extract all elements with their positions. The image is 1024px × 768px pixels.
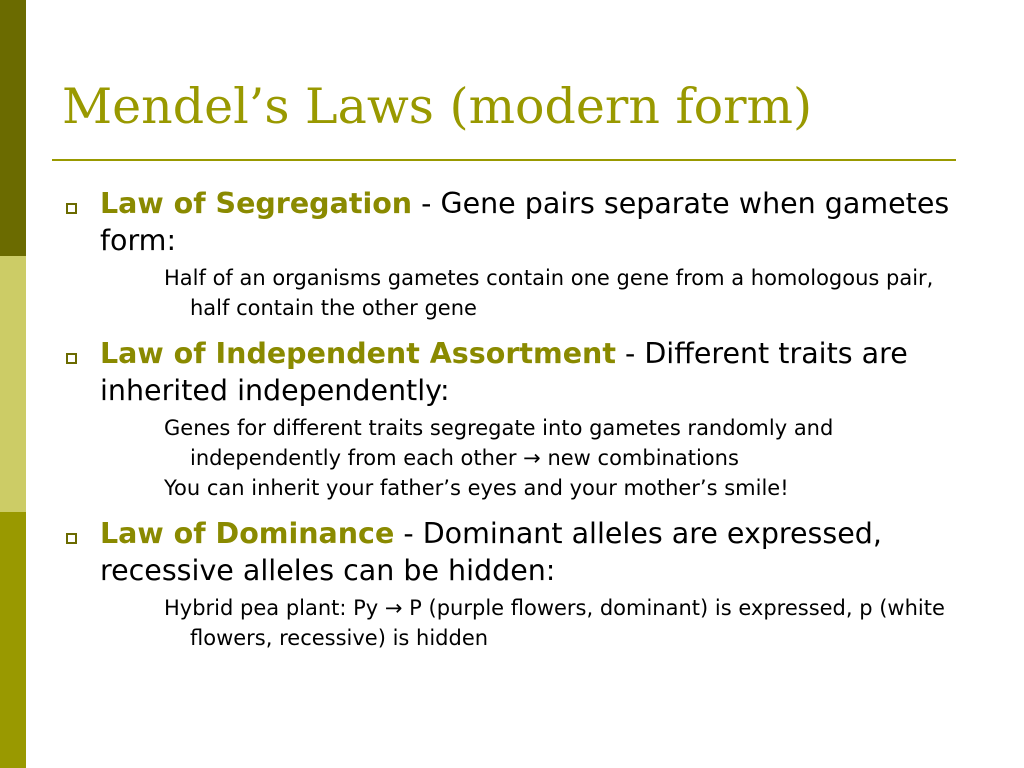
bullet-law-of-dominance — [62, 515, 972, 653]
bullet-law-of-independent-assortment — [62, 335, 972, 503]
bullet-detail: Hybrid pea plant: Py → P (purple flowers, dominant) is expressed, p (white flowers, recessive) is hidden — [164, 596, 945, 650]
title-divider — [52, 159, 956, 161]
side-bar-middle — [0, 256, 26, 512]
bullet-main-text — [100, 335, 972, 409]
law-name: Law of Segregation — [100, 187, 413, 220]
law-description: - Different traits are inherited independently: — [100, 337, 908, 407]
bullet-detail: Genes for different traits segregate into gametes randomly and independently from each other → new combinations — [164, 416, 834, 470]
law-description: - Dominant alleles are expressed, recessive alleles can be hidden: — [100, 517, 882, 587]
bullet-law-of-segregation — [62, 185, 972, 323]
bullet-main-text — [100, 515, 972, 589]
square-bullet-icon — [66, 203, 77, 214]
square-bullet-icon — [66, 533, 77, 544]
side-bar-bottom — [0, 512, 26, 768]
bullet-detail: You can inherit your father’s eyes and your mother’s smile! — [164, 476, 789, 500]
law-description: - Gene pairs separate when gametes form: — [100, 187, 950, 257]
law-name: Law of Independent Assortment — [100, 337, 616, 370]
side-bar-top — [0, 0, 26, 256]
law-name: Law of Dominance — [100, 517, 395, 550]
square-bullet-icon — [66, 353, 77, 364]
bullet-main-text — [100, 185, 972, 259]
bullet-list — [62, 185, 972, 665]
slide-title: Mendel’s Laws (modern form) — [62, 78, 813, 135]
bullet-detail: Half of an organisms gametes contain one gene from a homologous pair, half contain the other gene — [164, 266, 934, 320]
